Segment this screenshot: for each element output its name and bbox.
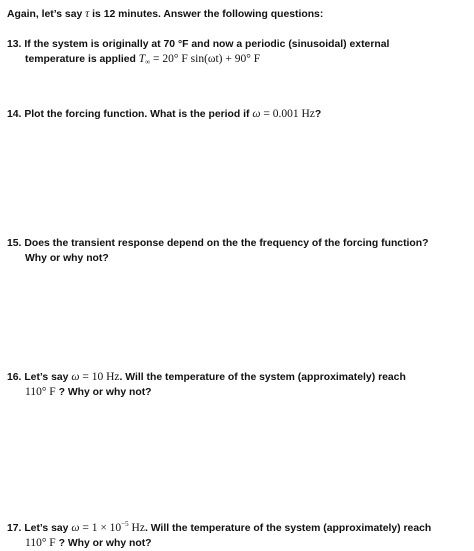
question-17-line2 xyxy=(7,536,468,551)
question-17-omega-expression xyxy=(71,522,145,534)
question-13-line2-prefix: temperature is applied xyxy=(25,54,139,65)
question-14-omega-expression xyxy=(252,108,315,120)
question-14-text: Plot the forcing function. What is the period if xyxy=(21,109,253,120)
t-symbol: T xyxy=(138,53,146,65)
question-16-line2-suffix: ? Why or why not? xyxy=(55,387,152,398)
question-14-number: 14. xyxy=(7,109,22,120)
question-17-temperature-value: 110° F xyxy=(25,537,56,549)
question-14-suffix: ? xyxy=(314,109,322,120)
omega-symbol: ω xyxy=(252,108,261,120)
question-14 xyxy=(7,107,468,122)
question-15-line2: Why or why not? xyxy=(25,253,109,264)
question-13-line1: If the system is originally at 70 °F and now a periodic (sinusoidal) external xyxy=(21,39,390,50)
intro-prefix: Again, let’s say xyxy=(7,9,86,20)
tau-symbol: τ xyxy=(85,8,90,20)
question-14-expr: = 0.001 Hz xyxy=(260,108,315,120)
question-16-line2 xyxy=(7,385,468,400)
question-16-text: Let’s say xyxy=(21,372,72,383)
omega-symbol: ω xyxy=(71,522,80,534)
question-16-suffix: . Will the temperature of the system (approximately) reach xyxy=(119,372,406,383)
question-16-expr: = 10 Hz xyxy=(79,371,120,383)
question-16-temperature-value: 110° F xyxy=(25,386,56,398)
question-13 xyxy=(7,37,468,70)
question-17-text: Let’s say xyxy=(21,523,72,534)
question-15-number: 15. xyxy=(7,238,22,249)
question-17 xyxy=(7,517,468,551)
question-17-exponent: −5 xyxy=(121,520,129,528)
question-17-suffix: . Will the temperature of the system (approximately) reach xyxy=(144,523,432,534)
question-15-line1: Does the transient response depend on the the frequency of the forcing function? xyxy=(21,238,429,249)
question-17-number: 17. xyxy=(7,523,22,534)
question-15 xyxy=(7,236,468,266)
question-13-forcing-expression xyxy=(139,53,260,65)
question-13-number: 13. xyxy=(7,39,22,50)
intro-text xyxy=(7,7,468,22)
question-17-expr-post: Hz xyxy=(128,522,145,534)
question-16 xyxy=(7,370,468,400)
question-13-line2 xyxy=(7,52,468,70)
question-16-omega-expression xyxy=(71,371,119,383)
question-17-line2-suffix: ? Why or why not? xyxy=(55,538,152,549)
question-17-expr-pre: = 1 × 10 xyxy=(79,522,122,534)
t-infinity-subscript: ∞ xyxy=(145,58,151,66)
t-expression: = 20° F sin(ωt) + 90° F xyxy=(150,53,261,65)
question-16-number: 16. xyxy=(7,372,22,383)
intro-suffix: is 12 minutes. Answer the following questions: xyxy=(89,9,324,20)
omega-symbol: ω xyxy=(71,371,80,383)
